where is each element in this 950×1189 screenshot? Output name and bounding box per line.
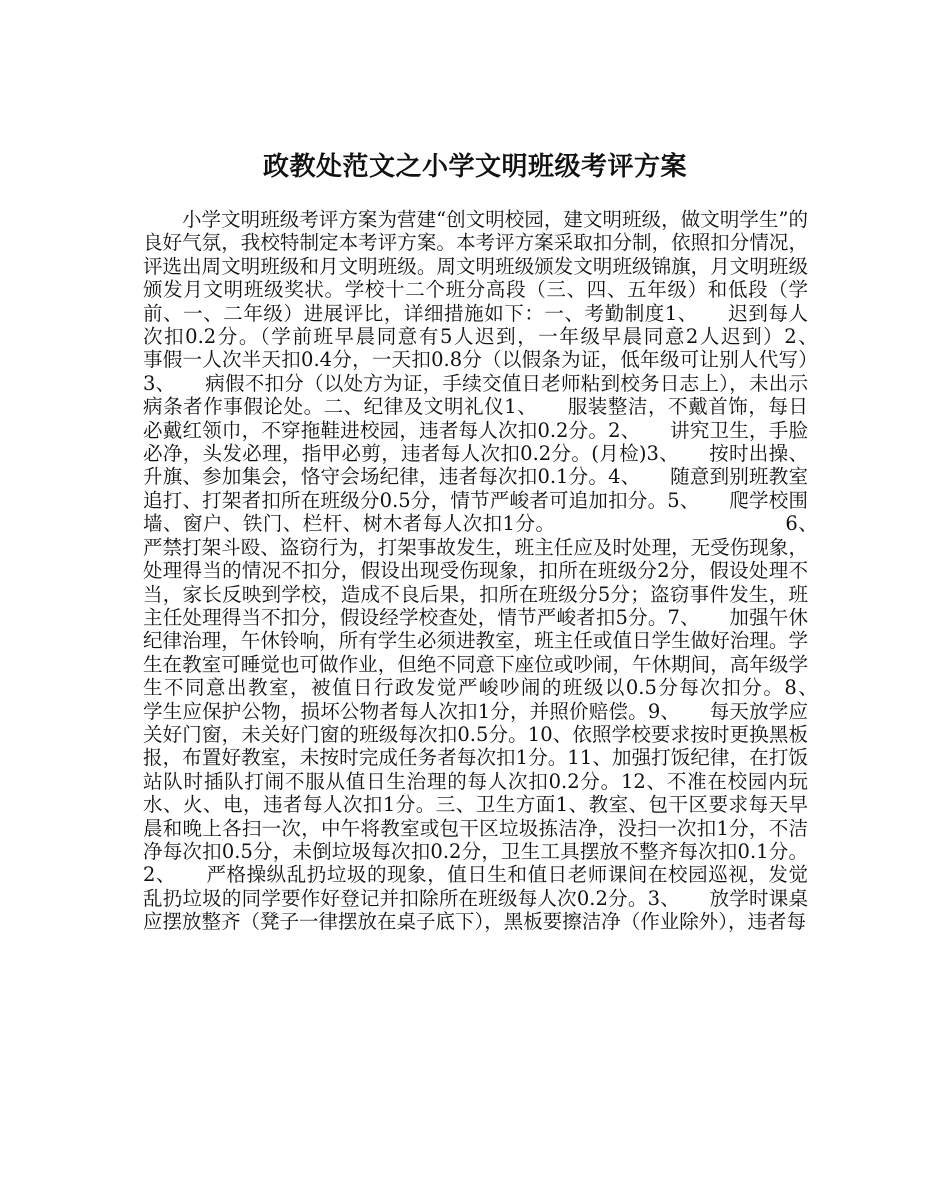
document-title: 政教处范文之小学文明班级考评方案: [262, 152, 687, 183]
document-body: 小学文明班级考评方案为营建“创文明校园，建文明班级，做文明学生”的良好气氛，我校特制定本考评方案。本考评方案采取扣分制，依照扣分情况，评选出周文明班级和月文明班级。周文明班级颁发文明班级锦旗，月文明班级颁发月文明班级奖状。学校十二个班分高段（三、四、五年级）和低段（学前、一、二年级）进展评比，详细措施如下：一、考勤制度1、 迟到每人次扣0.2分。（学前班早晨同意有5人迟到，一年级早晨同意2人迟到）2、 事假一人次半天扣0.4分，一天扣0.8分（以假条为证，低年级可让别人代写）3、 病假不扣分（以处方为证，手续交值日老师粘到校务日志上），未出示病条者作事假论处。二、纪律及文明礼仪1、 服装整洁，不戴首饰，每日必戴红领巾，不穿拖鞋进校园，违者每人次扣0.2分。2、 讲究卫生，手脸必净，头发必理，指甲必剪，违者每人次扣0.2分。(月检)3、 按时出操、升旗、参加集会，恪守会场纪律，违者每次扣0.1分。4、 随意到别班教室追打、打架者扣所在班级分0.5分，情节严峻者可追加扣分。5、 爬学校围墙、窗户、铁门、栏杆、树木者每人次扣1分。 6、 严禁打架斗殴、盗窃行为，打架事故发生，班主任应及时处理，无受伤现象，处理得当的情况不扣分，假设出现受伤现象，扣所在班级分2分，假设处理不当，家长反映到学校，造成不良后果，扣所在班级分5分；盗窃事件发生，班主任处理得当不扣分，假设经学校查处，情节严峻者扣5分。7、 加强午休纪律治理，午休铃响，所有学生必须进教室，班主任或值日学生做好治理。学生在教室可睡觉也可做作业，但绝不同意下座位或吵闹，午休期间，高年级学生不同意出教室，被值日行政发觉严峻吵闹的班级以0.5分每次扣分。8、 学生应保护公物，损坏公物者每人次扣1分，并照价赔偿。9、 每天放学应关好门窗，未关好门窗的班级每次扣0.5分。10、依照学校要求按时更换黑板报，布置好教室，未按时完成任务者每次扣1分。11、加强打饭纪律，在打饭站队时插队打闹不服从值日生治理的每人次扣0.2分。12、不准在校园内玩水、火、电，违者每人次扣1分。三、卫生方面1、教室、包干区要求每天早晨和晚上各扫一次，中午将教室或包干区垃圾拣洁净，没扫一次扣1分，不洁净每次扣0.5分，未倒垃圾每次扣0.2分，卫生工具摆放不整齐每次扣0.1分。2、 严格操纵乱扔垃圾的现象，值日生和值日老师课间在校园巡视，发觉乱扔垃圾的同学要作好登记并扣除所在班级每人次0.2分。3、 放学时课桌应摆放整齐（凳子一律摆放在桌子底下），黑板要擦洁净（作业除外），违者每: [143, 208, 848, 934]
